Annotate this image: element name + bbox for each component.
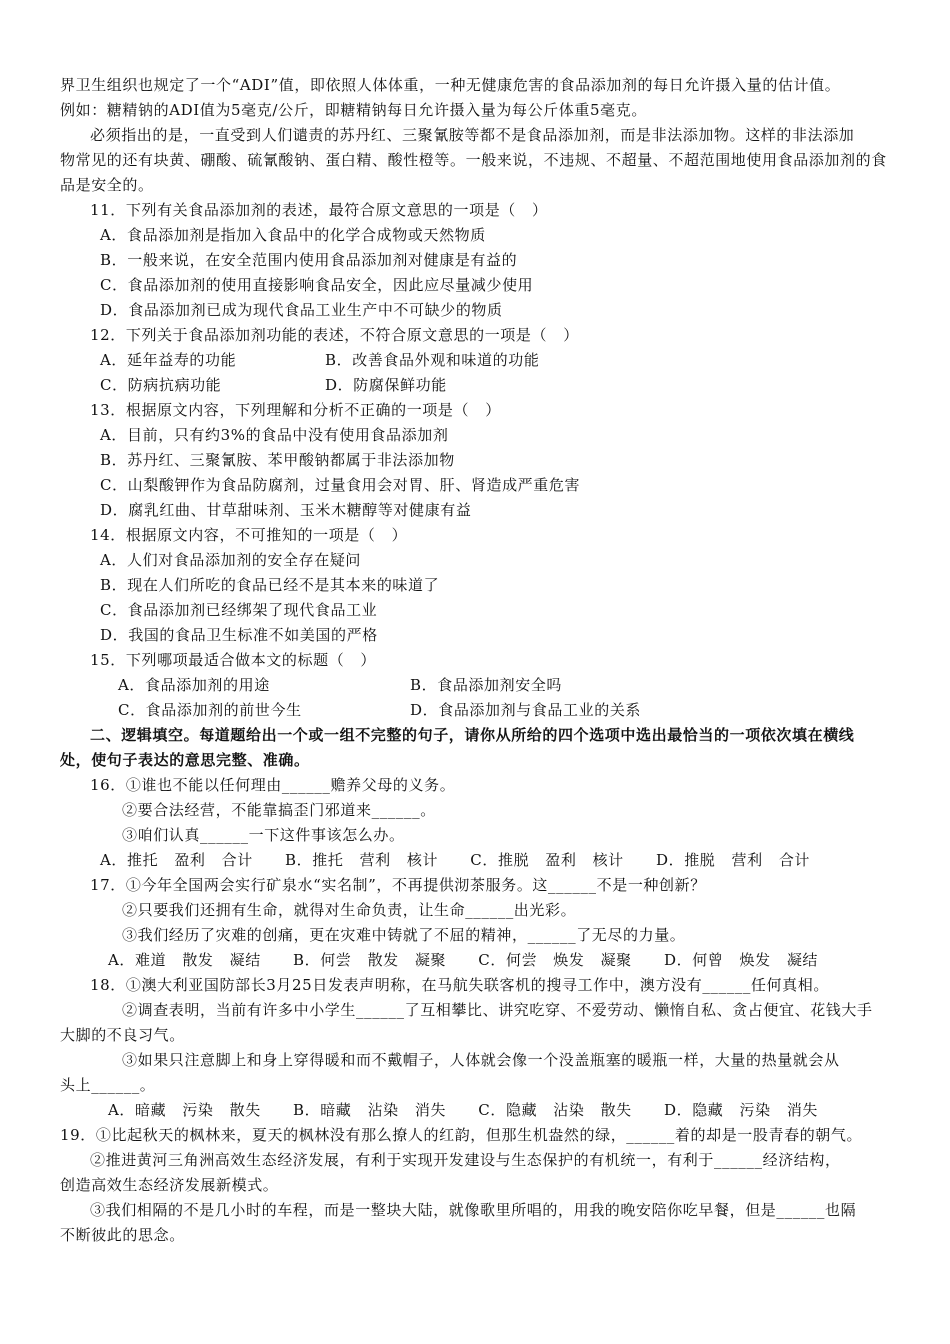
option-d: D．防腐保鲜功能 <box>325 376 447 394</box>
question-14: 14．根据原文内容，不可推知的一项是（ ） <box>90 526 408 544</box>
passage-line: 物常见的还有块黄、硼酸、硫氰酸钠、蛋白精、酸性橙等。一般来说，不违规、不超量、不超范围地使用食品添加剂的食 <box>60 151 887 169</box>
sentence: 头上______。 <box>60 1076 156 1094</box>
question-16: 16．①谁也不能以任何理由______赡养父母的义务。 <box>90 776 456 794</box>
option-c: C．食品添加剂的前世今生 <box>118 701 302 719</box>
options-row: A．难道 散发 凝结 B．何尝 散发 凝聚 C．何尝 焕发 凝聚 D．何曾 焕发 凝结 <box>108 951 819 969</box>
option-a: A．人们对食品添加剂的安全存在疑问 <box>100 551 362 569</box>
sentence: ②只要我们还拥有生命，就得对生命负责，让生命______出光彩。 <box>122 901 577 919</box>
passage-line: 品是安全的。 <box>60 176 154 194</box>
passage-line: 界卫生组织也规定了一个“ADI”值，即依照人体体重，一种无健康危害的食品添加剂的每日允许摄入量的估计值。 <box>60 76 841 94</box>
option-a: A．食品添加剂是指加入食品中的化学合成物或天然物质 <box>100 226 486 244</box>
option-c: C．食品添加剂已经绑架了现代食品工业 <box>100 601 378 619</box>
option-d: D．食品添加剂已成为现代食品工业生产中不可缺少的物质 <box>100 301 503 319</box>
options-row: A．暗藏 污染 散失 B．暗藏 沾染 消失 C．隐藏 沾染 散失 D．隐藏 污染 消失 <box>108 1101 819 1119</box>
question-17: 17．①今年全国两会实行矿泉水“实名制”，不再提供沏茶服务。这______不是一种创新？ <box>90 876 706 894</box>
section-heading: 二、逻辑填空。每道题给出一个或一组不完整的句子，请你从所给的四个选项中选出最恰当的一项依次填在横线 <box>90 726 855 744</box>
option-b: B．一般来说，在安全范围内使用食品添加剂对健康是有益的 <box>100 251 518 269</box>
question-18: 18．①澳大利亚国防部长3月25日发表声明称，在马航失联客机的搜寻工作中，澳方没有______任何真相。 <box>90 976 829 994</box>
option-b: B．食品添加剂安全吗 <box>410 676 563 694</box>
sentence: ②要合法经营，不能靠搞歪门邪道来______。 <box>122 801 436 819</box>
option-b: B．现在人们所吃的食品已经不是其本来的味道了 <box>100 576 440 594</box>
passage-line: 例如：糖精钠的ADI值为5毫克/公斤，即糖精钠每日允许摄入量为每公斤体重5毫克。 <box>60 101 647 119</box>
option-a: A．延年益寿的功能 <box>100 351 237 369</box>
sentence: ③我们经历了灾难的创痛，更在灾难中铸就了不屈的精神，______了无尽的力量。 <box>122 926 686 944</box>
question-19: 19．①比起秋天的枫林来，夏天的枫林没有那么撩人的红韵，但那生机盎然的绿，______着的却是一股青春的朝气。 <box>60 1126 863 1144</box>
sentence: 创造高效生态经济发展新模式。 <box>60 1176 279 1194</box>
sentence: ③如果只注意脚上和身上穿得暖和而不戴帽子，人体就会像一个没盖瓶塞的暖瓶一样，大量的热量就会从 <box>122 1051 840 1069</box>
option-b: B．苏丹红、三聚氰胺、苯甲酸钠都属于非法添加物 <box>100 451 455 469</box>
option-d: D．食品添加剂与食品工业的关系 <box>410 701 642 719</box>
option-c: C．食品添加剂的使用直接影响食品安全，因此应尽量减少使用 <box>100 276 534 294</box>
option-b: B．改善食品外观和味道的功能 <box>325 351 540 369</box>
question-15: 15．下列哪项最适合做本文的标题（ ） <box>90 651 376 669</box>
question-11: 11．下列有关食品添加剂的表述，最符合原文意思的一项是（ ） <box>90 201 548 219</box>
question-13: 13．根据原文内容，下列理解和分析不正确的一项是（ ） <box>90 401 501 419</box>
options-row: A．推托 盈利 合计 B．推托 营利 核计 C．推脱 盈利 核计 D．推脱 营利 合计 <box>100 851 811 869</box>
option-d: D．腐乳红曲、甘草甜味剂、玉米木糖醇等对健康有益 <box>100 501 472 519</box>
sentence: 大脚的不良习气。 <box>60 1026 185 1044</box>
option-a: A．目前，只有约3%的食品中没有使用食品添加剂 <box>100 426 449 444</box>
sentence: 不断彼此的思念。 <box>60 1226 185 1244</box>
sentence: ②推进黄河三角洲高效生态经济发展，有利于实现开发建设与生态保护的有机统一，有利于______经济结构， <box>90 1151 841 1169</box>
passage-line: 必须指出的是，一直受到人们谴责的苏丹红、三聚氰胺等都不是食品添加剂，而是非法添加物。这样的非法添加 <box>90 126 855 144</box>
option-d: D．我国的食品卫生标准不如美国的严格 <box>100 626 378 644</box>
option-c: C．防病抗病功能 <box>100 376 222 394</box>
option-c: C．山梨酸钾作为食品防腐剂，过量食用会对胃、肝、肾造成严重危害 <box>100 476 581 494</box>
option-a: A．食品添加剂的用途 <box>118 676 270 694</box>
section-heading: 处，使句子表达的意思完整、准确。 <box>60 751 310 769</box>
sentence: ②调查表明，当前有许多中小学生______了互相攀比、讲究吃穿、不爱劳动、懒惰自私、贪占便宜、花钱大手 <box>122 1001 873 1019</box>
sentence: ③咱们认真______一下这件事该怎么办。 <box>122 826 405 844</box>
sentence: ③我们相隔的不是几小时的车程，而是一整块大陆，就像歌里所唱的，用我的晚安陪你吃早餐，但是______也隔 <box>90 1201 857 1219</box>
question-12: 12．下列关于食品添加剂功能的表述，不符合原文意思的一项是（ ） <box>90 326 579 344</box>
